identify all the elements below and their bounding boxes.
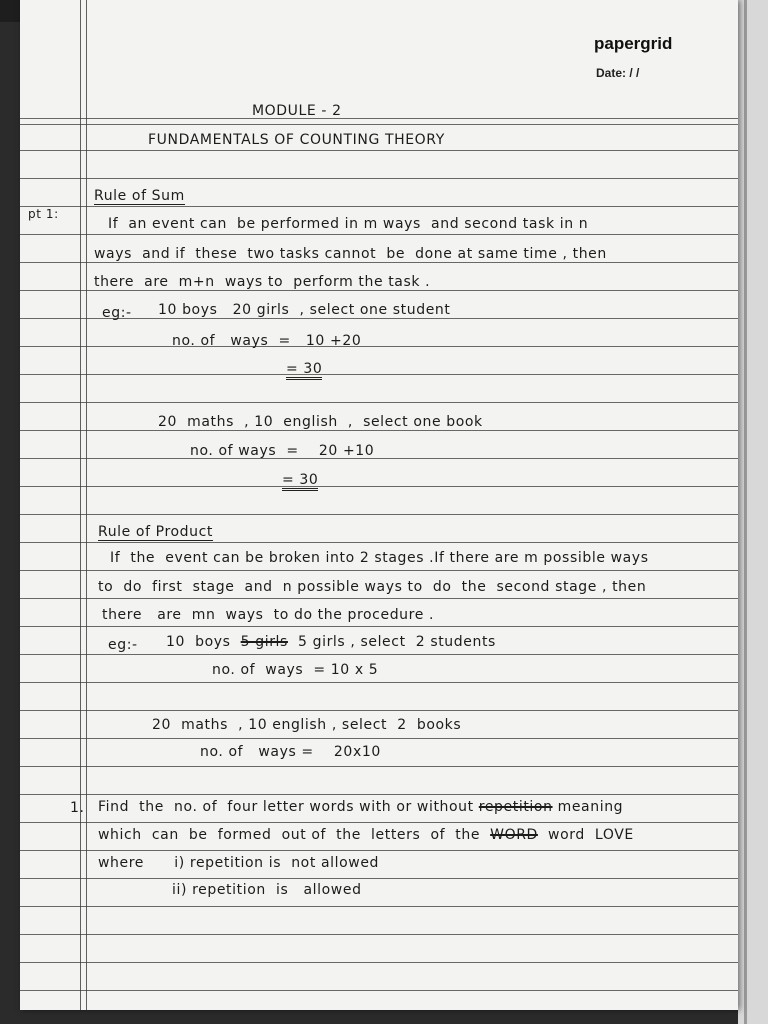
example-label: eg:- — [102, 305, 132, 321]
ruled-line — [20, 458, 738, 459]
ruled-line — [20, 124, 738, 125]
margin-note: pt 1: — [28, 207, 59, 221]
struck-text: WORD — [490, 827, 538, 843]
example-text: 10 boys 20 girls , select one student — [158, 302, 451, 318]
ruled-line — [20, 178, 738, 179]
ruled-line — [20, 346, 738, 347]
margin-line — [80, 0, 81, 1010]
product-text-line: If the event can be broken into 2 stages .If there are m possible ways — [110, 550, 649, 566]
ruled-line — [20, 206, 738, 207]
question-text-part: meaning — [552, 799, 624, 815]
question-text-part: Find the no. of four letter words with or without — [98, 799, 479, 815]
ruled-line — [20, 990, 738, 991]
sum-text-line: ways and if these two tasks cannot be done at same time , then — [94, 246, 607, 262]
ruled-line — [20, 654, 738, 655]
question-number: 1. — [70, 800, 85, 816]
example-result: = 30 — [286, 361, 322, 380]
ruled-line — [20, 374, 738, 375]
page-title: FUNDAMENTALS OF COUNTING THEORY — [148, 132, 445, 148]
example-text: 20 maths , 10 english , select one book — [158, 414, 483, 430]
struck-text: 5 girls — [240, 634, 288, 650]
ruled-line — [20, 234, 738, 235]
ruled-line — [20, 570, 738, 571]
example-text-part: 10 boys — [166, 634, 241, 650]
sum-text-line: there are m+n ways to perform the task . — [94, 274, 431, 290]
ruled-line — [20, 262, 738, 263]
question-line — [98, 827, 634, 843]
notebook-binding — [738, 0, 768, 1024]
example-ways: no. of ways = 10 +20 — [172, 333, 362, 349]
ruled-line — [20, 598, 738, 599]
ruled-line — [20, 794, 738, 795]
example-text-part: 5 girls , select 2 students — [287, 634, 496, 650]
question-text-part: word LOVE — [537, 827, 634, 843]
ruled-line — [20, 626, 738, 627]
ruled-line — [20, 402, 738, 403]
ruled-line — [20, 486, 738, 487]
product-text-line: there are mn ways to do the procedure . — [102, 607, 435, 623]
ruled-line — [20, 150, 738, 151]
question-line: where i) repetition is not allowed — [98, 855, 380, 871]
brand-logo: papergrid — [594, 34, 673, 53]
ruled-line — [20, 710, 738, 711]
ruled-line — [20, 430, 738, 431]
ruled-line — [20, 962, 738, 963]
ruled-line — [20, 738, 738, 739]
ruled-line — [20, 822, 738, 823]
ruled-line — [20, 290, 738, 291]
example-ways: no. of ways = 20x10 — [200, 744, 381, 760]
example-result: = 30 — [282, 472, 318, 491]
product-text-line: to do first stage and n possible ways to do the second stage , then — [98, 579, 647, 595]
rule-of-sum-heading: Rule of Sum — [94, 188, 185, 204]
ruled-line — [20, 542, 738, 543]
margin-line — [86, 0, 87, 1010]
notebook-page — [20, 0, 738, 1010]
ruled-line — [20, 906, 738, 907]
ruled-line — [20, 850, 738, 851]
ruled-line — [20, 766, 738, 767]
date-label: Date: / / — [596, 66, 640, 80]
question-text-part: which can be formed out of the letters of the — [98, 827, 491, 843]
question-line: ii) repetition is allowed — [172, 882, 362, 898]
ruled-line — [20, 682, 738, 683]
example-ways: no. of ways = 10 x 5 — [212, 662, 379, 678]
question-line — [98, 799, 623, 815]
rule-of-product-heading: Rule of Product — [98, 524, 214, 540]
example-text — [166, 634, 496, 650]
example-text: 20 maths , 10 english , select 2 books — [152, 717, 462, 733]
ruled-line — [20, 878, 738, 879]
struck-text: repetition — [478, 799, 553, 815]
sum-text-line: If an event can be performed in m ways and second task in n — [108, 216, 589, 232]
module-heading: MODULE - 2 — [252, 103, 342, 119]
ruled-line — [20, 514, 738, 515]
ruled-line — [20, 118, 738, 119]
example-label: eg:- — [108, 637, 138, 653]
ruled-line — [20, 934, 738, 935]
example-ways: no. of ways = 20 +10 — [190, 443, 375, 459]
